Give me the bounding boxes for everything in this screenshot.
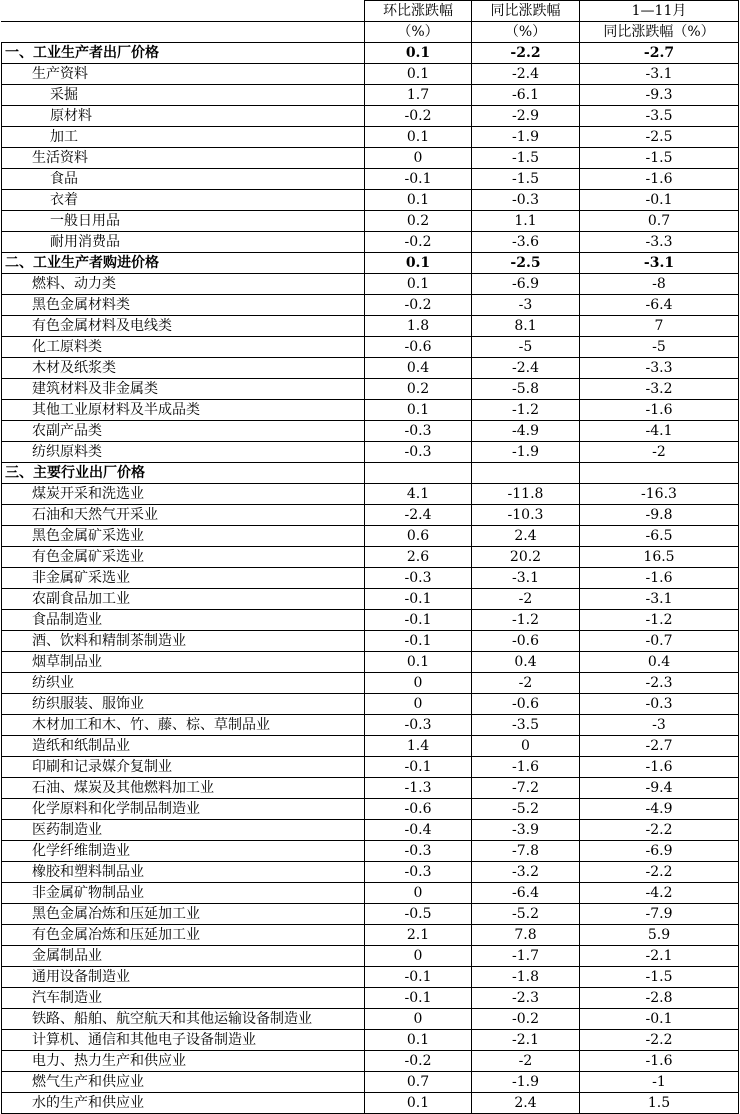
ytd-value: -3.3 <box>580 232 739 253</box>
mom-value: -0.6 <box>365 337 472 358</box>
row-label: 纺织服装、服饰业 <box>2 694 365 715</box>
yoy-value: -1.5 <box>472 169 580 190</box>
ytd-value: 0.7 <box>580 211 739 232</box>
yoy-value: -7.8 <box>472 841 580 862</box>
mom-value: 0.1 <box>365 127 472 148</box>
mom-value: -0.2 <box>365 1051 472 1072</box>
yoy-value: -1.2 <box>472 400 580 421</box>
ytd-value: -0.1 <box>580 190 739 211</box>
mom-value: -0.1 <box>365 988 472 1009</box>
mom-value: 0 <box>365 946 472 967</box>
ytd-value: -4.2 <box>580 883 739 904</box>
yoy-value: -2.1 <box>472 1030 580 1051</box>
row-label: 化学纤维制造业 <box>2 841 365 862</box>
yoy-value: -0.6 <box>472 694 580 715</box>
ytd-value: -1 <box>580 1072 739 1093</box>
mom-value: -0.6 <box>365 799 472 820</box>
table-body <box>2 43 739 1114</box>
ytd-value: 7 <box>580 316 739 337</box>
yoy-value: -1.7 <box>472 946 580 967</box>
row-label: 有色金属矿采选业 <box>2 547 365 568</box>
table-row <box>2 526 739 547</box>
header-mom-line1: 环比涨跌幅 <box>365 1 472 22</box>
yoy-value: -2.4 <box>472 64 580 85</box>
ytd-value: -2 <box>580 442 739 463</box>
table-row <box>2 85 739 106</box>
table-row <box>2 715 739 736</box>
ytd-value: -1.6 <box>580 568 739 589</box>
ytd-value: -3.1 <box>580 64 739 85</box>
row-label: 汽车制造业 <box>2 988 365 1009</box>
table-row <box>2 148 739 169</box>
row-label: 石油和天然气开采业 <box>2 505 365 526</box>
mom-value: 1.7 <box>365 85 472 106</box>
ytd-value: -7.9 <box>580 904 739 925</box>
row-label: 耐用消费品 <box>2 232 365 253</box>
mom-value: 1.4 <box>365 736 472 757</box>
yoy-value: -3.9 <box>472 820 580 841</box>
mom-value: 0.7 <box>365 1072 472 1093</box>
yoy-value: -0.2 <box>472 1009 580 1030</box>
yoy-value: -1.9 <box>472 127 580 148</box>
table-row <box>2 43 739 64</box>
mom-value: 0 <box>365 148 472 169</box>
yoy-value: -6.4 <box>472 883 580 904</box>
table-row <box>2 106 739 127</box>
table-row <box>2 484 739 505</box>
table-row <box>2 757 739 778</box>
ytd-value: -9.3 <box>580 85 739 106</box>
ytd-value: -16.3 <box>580 484 739 505</box>
row-label: 计算机、通信和其他电子设备制造业 <box>2 1030 365 1051</box>
mom-value: -2.4 <box>365 505 472 526</box>
mom-value: 0.1 <box>365 1093 472 1114</box>
mom-value: 4.1 <box>365 484 472 505</box>
table-row <box>2 841 739 862</box>
mom-value: -0.3 <box>365 442 472 463</box>
ytd-value: -2.2 <box>580 820 739 841</box>
ytd-value: -2.2 <box>580 862 739 883</box>
yoy-value: -2.3 <box>472 988 580 1009</box>
mom-value: -0.1 <box>365 757 472 778</box>
mom-value: 0.2 <box>365 379 472 400</box>
header-ytd-line1: 1—11月 <box>580 1 739 22</box>
table-row <box>2 295 739 316</box>
table-row <box>2 925 739 946</box>
row-label: 黑色金属矿采选业 <box>2 526 365 547</box>
yoy-value: -1.2 <box>472 610 580 631</box>
row-label: 食品 <box>2 169 365 190</box>
yoy-value: 20.2 <box>472 547 580 568</box>
mom-value: 0.1 <box>365 253 472 274</box>
header-blank-cell <box>2 1 365 22</box>
mom-value: -0.3 <box>365 841 472 862</box>
yoy-value: -2.5 <box>472 253 580 274</box>
table-row <box>2 967 739 988</box>
yoy-value: 0 <box>472 736 580 757</box>
yoy-value: -2.4 <box>472 358 580 379</box>
ytd-value: -2.2 <box>580 1030 739 1051</box>
table-row <box>2 190 739 211</box>
row-label: 酒、饮料和精制茶制造业 <box>2 631 365 652</box>
header-mom-line2: （%） <box>365 22 472 43</box>
yoy-value: -6.1 <box>472 85 580 106</box>
table-row <box>2 610 739 631</box>
ytd-value: -0.3 <box>580 694 739 715</box>
ytd-value: -9.4 <box>580 778 739 799</box>
row-label: 生活资料 <box>2 148 365 169</box>
row-label: 煤炭开采和洗选业 <box>2 484 365 505</box>
yoy-value: -2 <box>472 673 580 694</box>
row-label: 橡胶和塑料制品业 <box>2 862 365 883</box>
row-label: 化学原料和化学制品制造业 <box>2 799 365 820</box>
table-row <box>2 442 739 463</box>
mom-value: 2.6 <box>365 547 472 568</box>
row-label: 黑色金属冶炼和压延加工业 <box>2 904 365 925</box>
yoy-value: -11.8 <box>472 484 580 505</box>
row-label: 化工原料类 <box>2 337 365 358</box>
ytd-value: -6.5 <box>580 526 739 547</box>
ytd-value: -0.7 <box>580 631 739 652</box>
table-row <box>2 694 739 715</box>
ytd-value <box>580 463 739 484</box>
table-row <box>2 862 739 883</box>
mom-value: 1.8 <box>365 316 472 337</box>
row-label: 一、工业生产者出厂价格 <box>2 43 365 64</box>
mom-value: 0.1 <box>365 274 472 295</box>
yoy-value: -1.9 <box>472 1072 580 1093</box>
table-row <box>2 253 739 274</box>
yoy-value: 2.4 <box>472 1093 580 1114</box>
ytd-value: -1.2 <box>580 610 739 631</box>
yoy-value: -2 <box>472 589 580 610</box>
row-label: 食品制造业 <box>2 610 365 631</box>
mom-value: 0 <box>365 1009 472 1030</box>
ytd-value: -3.1 <box>580 253 739 274</box>
mom-value: 0 <box>365 694 472 715</box>
row-label: 农副食品加工业 <box>2 589 365 610</box>
yoy-value: -5.2 <box>472 799 580 820</box>
mom-value: -0.4 <box>365 820 472 841</box>
row-label: 水的生产和供应业 <box>2 1093 365 1114</box>
row-label: 有色金属材料及电线类 <box>2 316 365 337</box>
ytd-value: -2.1 <box>580 946 739 967</box>
table-row <box>2 652 739 673</box>
table-row <box>2 988 739 1009</box>
mom-value: 0.1 <box>365 43 472 64</box>
mom-value: 0.1 <box>365 1030 472 1051</box>
mom-value: -0.5 <box>365 904 472 925</box>
ytd-value: -1.5 <box>580 967 739 988</box>
row-label: 医药制造业 <box>2 820 365 841</box>
row-label: 采掘 <box>2 85 365 106</box>
yoy-value: 1.1 <box>472 211 580 232</box>
row-label: 燃料、动力类 <box>2 274 365 295</box>
ytd-value: -3 <box>580 715 739 736</box>
table-row <box>2 1009 739 1030</box>
yoy-value: -1.5 <box>472 148 580 169</box>
ytd-value: -2.7 <box>580 736 739 757</box>
yoy-value: -0.6 <box>472 631 580 652</box>
header-yoy-line1: 同比涨跌幅 <box>472 1 580 22</box>
table-row <box>2 400 739 421</box>
table-row <box>2 568 739 589</box>
table-row <box>2 64 739 85</box>
mom-value: 0.1 <box>365 652 472 673</box>
mom-value: 0.4 <box>365 358 472 379</box>
row-label: 木材及纸浆类 <box>2 358 365 379</box>
yoy-value: 7.8 <box>472 925 580 946</box>
table-row <box>2 631 739 652</box>
mom-value <box>365 463 472 484</box>
mom-value: 0.2 <box>365 211 472 232</box>
ytd-value: -3.2 <box>580 379 739 400</box>
mom-value: 2.1 <box>365 925 472 946</box>
table-row <box>2 1093 739 1114</box>
ytd-value: -5 <box>580 337 739 358</box>
mom-value: -0.1 <box>365 610 472 631</box>
mom-value: -0.3 <box>365 421 472 442</box>
yoy-value: -1.9 <box>472 442 580 463</box>
row-label: 农副产品类 <box>2 421 365 442</box>
yoy-value: 8.1 <box>472 316 580 337</box>
table-row <box>2 589 739 610</box>
row-label: 木材加工和木、竹、藤、棕、草制品业 <box>2 715 365 736</box>
table-row <box>2 820 739 841</box>
ytd-value: -1.6 <box>580 757 739 778</box>
row-label: 黑色金属材料类 <box>2 295 365 316</box>
table-row <box>2 316 739 337</box>
row-label: 烟草制品业 <box>2 652 365 673</box>
row-label: 非金属矿物制品业 <box>2 883 365 904</box>
ytd-value: -1.5 <box>580 148 739 169</box>
header-blank-cell <box>2 22 365 43</box>
table-row <box>2 169 739 190</box>
header-yoy-line2: （%） <box>472 22 580 43</box>
yoy-value: -6.9 <box>472 274 580 295</box>
row-label: 有色金属冶炼和压延加工业 <box>2 925 365 946</box>
row-label: 加工 <box>2 127 365 148</box>
table-row <box>2 421 739 442</box>
mom-value: -0.1 <box>365 169 472 190</box>
row-label: 纺织原料类 <box>2 442 365 463</box>
ytd-value: -4.1 <box>580 421 739 442</box>
table-row <box>2 673 739 694</box>
ytd-value: -8 <box>580 274 739 295</box>
ytd-value: -9.8 <box>580 505 739 526</box>
yoy-value: -5.2 <box>472 904 580 925</box>
row-label: 燃气生产和供应业 <box>2 1072 365 1093</box>
row-label: 金属制品业 <box>2 946 365 967</box>
yoy-value: -3.5 <box>472 715 580 736</box>
mom-value: 0 <box>365 673 472 694</box>
row-label: 建筑材料及非金属类 <box>2 379 365 400</box>
mom-value: 0.1 <box>365 190 472 211</box>
table-row <box>2 778 739 799</box>
yoy-value: -2.2 <box>472 43 580 64</box>
ytd-value: -3.1 <box>580 589 739 610</box>
yoy-value: 2.4 <box>472 526 580 547</box>
mom-value: -0.2 <box>365 232 472 253</box>
yoy-value: -2 <box>472 1051 580 1072</box>
table-row <box>2 799 739 820</box>
ytd-value: -1.6 <box>580 1051 739 1072</box>
ytd-value: 5.9 <box>580 925 739 946</box>
ytd-value: -0.1 <box>580 1009 739 1030</box>
table-row <box>2 232 739 253</box>
mom-value: 0.6 <box>365 526 472 547</box>
table-row <box>2 505 739 526</box>
row-label: 一般日用品 <box>2 211 365 232</box>
yoy-value: -1.8 <box>472 967 580 988</box>
mom-value: -0.1 <box>365 589 472 610</box>
yoy-value: -3.1 <box>472 568 580 589</box>
table-row <box>2 1072 739 1093</box>
mom-value: -0.3 <box>365 715 472 736</box>
header-row-1 <box>2 1 739 22</box>
mom-value: -0.1 <box>365 967 472 988</box>
ytd-value: 1.5 <box>580 1093 739 1114</box>
mom-value: -0.2 <box>365 295 472 316</box>
table-row <box>2 337 739 358</box>
table-row <box>2 211 739 232</box>
ytd-value: 16.5 <box>580 547 739 568</box>
row-label: 衣着 <box>2 190 365 211</box>
row-label: 三、主要行业出厂价格 <box>2 463 365 484</box>
ytd-value: -3.5 <box>580 106 739 127</box>
table-row <box>2 883 739 904</box>
yoy-value: -4.9 <box>472 421 580 442</box>
ytd-value: -2.7 <box>580 43 739 64</box>
header-ytd-line2: 同比涨跌幅（%） <box>580 22 739 43</box>
row-label: 纺织业 <box>2 673 365 694</box>
row-label: 非金属矿采选业 <box>2 568 365 589</box>
table-row <box>2 358 739 379</box>
yoy-value: -5.8 <box>472 379 580 400</box>
yoy-value <box>472 463 580 484</box>
mom-value: -1.3 <box>365 778 472 799</box>
table-row <box>2 547 739 568</box>
yoy-value: -2.9 <box>472 106 580 127</box>
table-row <box>2 379 739 400</box>
yoy-value: 0.4 <box>472 652 580 673</box>
ytd-value: -2.5 <box>580 127 739 148</box>
row-label: 生产资料 <box>2 64 365 85</box>
table-row <box>2 946 739 967</box>
row-label: 原材料 <box>2 106 365 127</box>
ytd-value: -6.4 <box>580 295 739 316</box>
yoy-value: -7.2 <box>472 778 580 799</box>
row-label: 电力、热力生产和供应业 <box>2 1051 365 1072</box>
ytd-value: -2.8 <box>580 988 739 1009</box>
yoy-value: -0.3 <box>472 190 580 211</box>
ytd-value: 0.4 <box>580 652 739 673</box>
table-row <box>2 1051 739 1072</box>
row-label: 二、工业生产者购进价格 <box>2 253 365 274</box>
table-row <box>2 274 739 295</box>
table-row <box>2 127 739 148</box>
row-label: 印刷和记录媒介复制业 <box>2 757 365 778</box>
table-row <box>2 904 739 925</box>
mom-value: -0.1 <box>365 631 472 652</box>
row-label: 其他工业原材料及半成品类 <box>2 400 365 421</box>
yoy-value: -3.2 <box>472 862 580 883</box>
table-row <box>2 1030 739 1051</box>
header-row-2 <box>2 22 739 43</box>
row-label: 通用设备制造业 <box>2 967 365 988</box>
table-row <box>2 736 739 757</box>
mom-value: -0.3 <box>365 862 472 883</box>
row-label: 石油、煤炭及其他燃料加工业 <box>2 778 365 799</box>
yoy-value: -3 <box>472 295 580 316</box>
row-label: 造纸和纸制品业 <box>2 736 365 757</box>
ytd-value: -6.9 <box>580 841 739 862</box>
mom-value: 0 <box>365 883 472 904</box>
price-index-table <box>1 0 739 1114</box>
ytd-value: -2.3 <box>580 673 739 694</box>
mom-value: 0.1 <box>365 64 472 85</box>
yoy-value: -5 <box>472 337 580 358</box>
yoy-value: -1.6 <box>472 757 580 778</box>
ytd-value: -3.3 <box>580 358 739 379</box>
ytd-value: -1.6 <box>580 400 739 421</box>
yoy-value: -10.3 <box>472 505 580 526</box>
row-label: 铁路、船舶、航空航天和其他运输设备制造业 <box>2 1009 365 1030</box>
mom-value: 0.1 <box>365 400 472 421</box>
yoy-value: -3.6 <box>472 232 580 253</box>
ytd-value: -4.9 <box>580 799 739 820</box>
mom-value: -0.2 <box>365 106 472 127</box>
ytd-value: -1.6 <box>580 169 739 190</box>
mom-value: -0.3 <box>365 568 472 589</box>
table-row <box>2 463 739 484</box>
